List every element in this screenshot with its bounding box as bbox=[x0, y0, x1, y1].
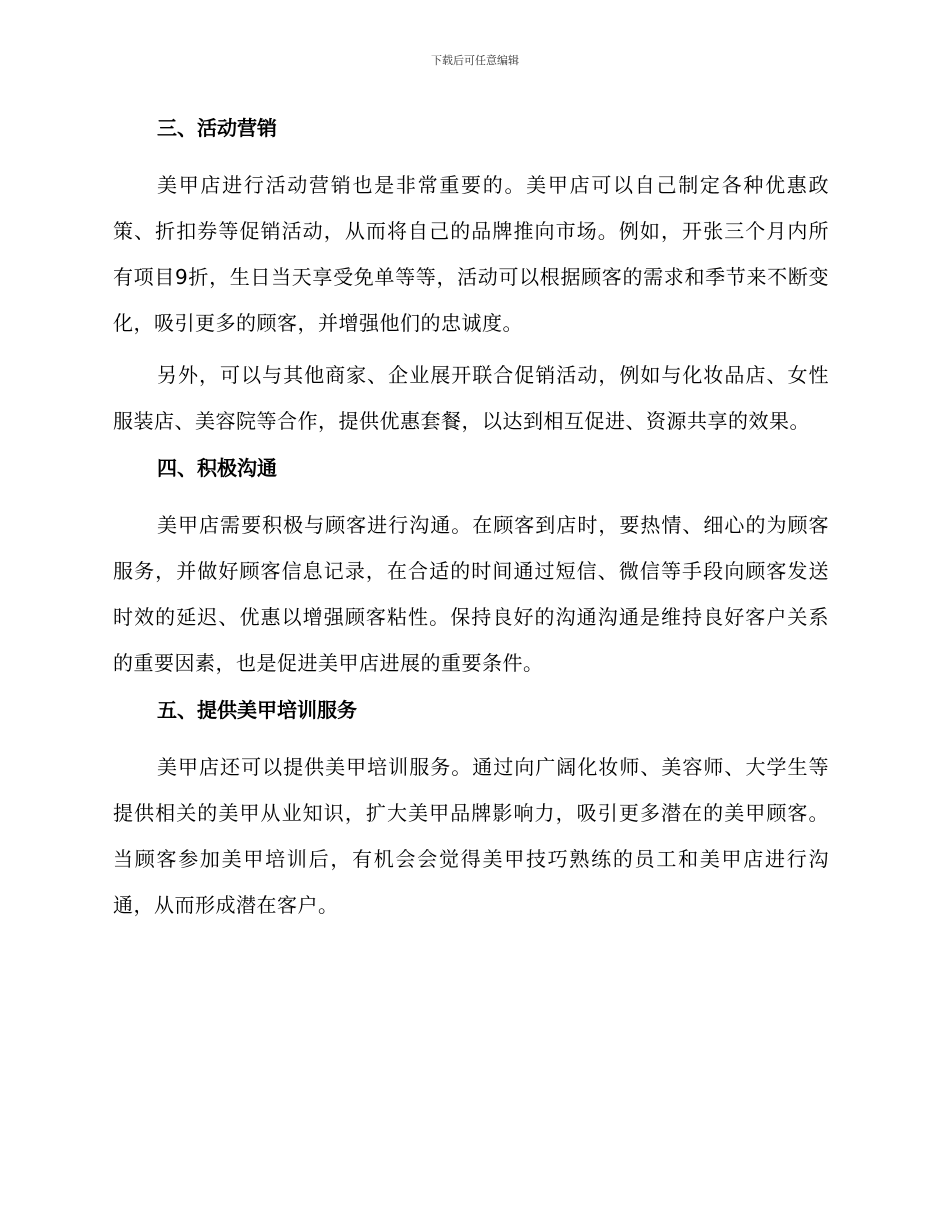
section-activity-marketing bbox=[113, 110, 829, 444]
paragraph: 美甲店还可以提供美甲培训服务。通过向广阔化妆师、美容师、大学生等提供相关的美甲从业知识，扩大美甲品牌影响力，吸引更多潜在的美甲顾客。当顾客参加美甲培训后，有机会会觉得美甲技巧熟练的员工和美甲店进行沟通，从而形成潜在客户。 bbox=[113, 755, 829, 917]
paragraph: 美甲店进行活动营销也是非常重要的。美甲店可以自己制定各种优惠政策、折扣券等促销活动，从而将自己的品牌推向市场。例如，开张三个月内所有项目9折，生日当天享受免单等等，活动可以根据顾客的需求和季节来不断变化，吸引更多的顾客，并增强他们的忠诚度。 bbox=[113, 173, 829, 335]
page-header-note: 下载后可任意编辑 bbox=[431, 54, 519, 67]
section-nail-training bbox=[113, 692, 829, 928]
section-heading: 四、积极沟通 bbox=[157, 456, 277, 480]
section-active-communication bbox=[113, 450, 829, 686]
paragraph: 美甲店需要积极与顾客进行沟通。在顾客到店时，要热情、细心的为顾客服务，并做好顾客信息记录，在合适的时间通过短信、微信等手段向顾客发送时效的延迟、优惠以增强顾客粘性。保持良好的沟通沟通是维持良好客户关系的重要因素，也是促进美甲店进展的重要条件。 bbox=[113, 513, 829, 675]
paragraph: 另外，可以与其他商家、企业展开联合促销活动，例如与化妆品店、女性服装店、美容院等合作，提供优惠套餐，以达到相互促进、资源共享的效果。 bbox=[113, 363, 829, 433]
document-body bbox=[113, 110, 829, 928]
section-heading: 五、提供美甲培训服务 bbox=[157, 698, 357, 722]
section-heading: 三、活动营销 bbox=[157, 116, 277, 140]
